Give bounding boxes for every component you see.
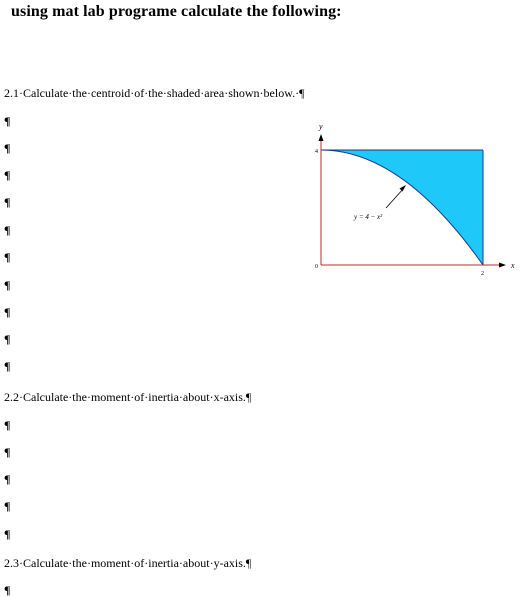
empty-paragraph-mark: ¶ [4, 418, 11, 432]
empty-paragraph-mark: ¶ [4, 332, 11, 346]
x-tick-label-2: 2 [481, 271, 484, 277]
y-axis-arrow [319, 134, 324, 141]
empty-paragraph-mark: ¶ [4, 305, 11, 319]
shaded-region [321, 150, 483, 265]
empty-paragraph-mark: ¶ [4, 583, 11, 597]
empty-paragraph-mark: ¶ [4, 223, 11, 237]
shaded-area-figure [300, 118, 520, 278]
x-axis-arrow [499, 263, 506, 268]
empty-paragraph-mark: ¶ [4, 445, 11, 459]
empty-paragraph-mark: ¶ [4, 141, 11, 155]
empty-paragraph-mark: ¶ [4, 527, 11, 541]
empty-paragraph-mark: ¶ [4, 168, 11, 182]
y-axis-label: y [319, 122, 323, 131]
empty-paragraph-mark: ¶ [4, 499, 11, 513]
empty-paragraph-mark: ¶ [4, 472, 11, 486]
question-2-3: 2.3·Calculate·the·moment·of·inertia·about·y-axis.¶ [4, 556, 252, 570]
y-tick-label-4: 4 [315, 149, 318, 155]
curve-pointer-arrowhead [400, 185, 407, 192]
empty-paragraph-mark: ¶ [4, 195, 11, 209]
page-title: using mat lab programe calculate the following: [11, 3, 342, 20]
empty-paragraph-mark: ¶ [4, 359, 11, 373]
empty-paragraph-mark: ¶ [4, 278, 11, 292]
empty-paragraph-mark: ¶ [4, 250, 11, 264]
question-2-1: 2.1·Calculate·the·centroid·of·the·shaded·area·shown·below.·¶ [4, 86, 305, 100]
x-axis-label: x [511, 261, 515, 270]
curve-pointer-line [386, 188, 404, 208]
origin-label: 0 [315, 264, 318, 270]
question-2-2: 2.2·Calculate·the·moment·of·inertia·about·x-axis.¶ [4, 390, 252, 404]
curve-label: y = 4 − x² [354, 213, 383, 221]
empty-paragraph-mark: ¶ [4, 114, 11, 128]
